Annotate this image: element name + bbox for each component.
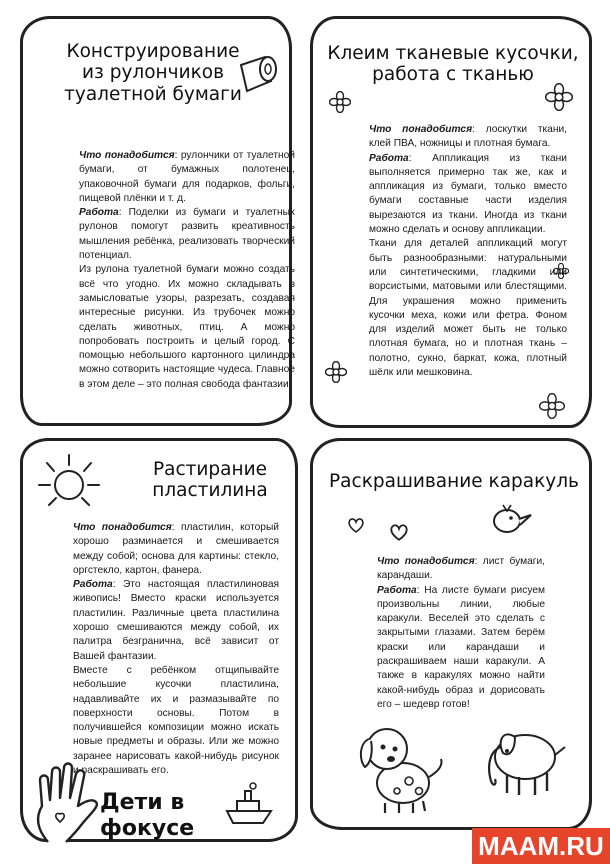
- watermark-badge: MAAM.RU: [472, 828, 610, 864]
- need-label: Что понадобится: [79, 150, 175, 161]
- paragraph: Вместе с ребёнком отщипывайте небольшие кусочки пластилина, надавливайте их и размазывайте по поверхности основы. Потом в получившейся композиции можно искать новые предметы и образы. Или же можно заранее нарисовать какой-нибудь рисунок и раскрашивать его.: [73, 664, 279, 777]
- card-fabric: [310, 16, 592, 428]
- boat-icon: [223, 781, 275, 825]
- heart-icon: [347, 517, 365, 533]
- bird-icon: [489, 501, 533, 537]
- need-label: Что понадобится: [369, 124, 473, 135]
- work-text: : Поделки из бумаги и туалетных рулонов помогут развить креативность мышления ребёнка, реализовать творческий потенциал.: [79, 207, 295, 262]
- heart-icon: [389, 523, 409, 541]
- paragraph: Ткани для деталей аппликаций могут быть разнообразными: натуральными или синтетическими, гладкими или ворсистыми, матовыми или блестящими. Для украшения можно применить кусочки меха, кожи или фетра. Фоном для изделий может быть не только плотная бумага, но и плотная ткань – полотно, сукно, баркат, кожа, плотный шёлк или мешковина.: [369, 238, 567, 379]
- hand-icon: [30, 762, 104, 844]
- card-title: Раскрашивание каракуль: [329, 471, 579, 492]
- need-label: Что понадобится: [73, 522, 172, 533]
- card-title: Клеим тканевые кусочки, работа с тканью: [327, 43, 579, 86]
- need-text: : лоскутки ткани, клей ПВА, ножницы и плотная бумага.: [369, 124, 567, 150]
- logo-line: Дети в: [100, 790, 185, 815]
- flower-icon: [325, 361, 347, 383]
- paragraph: Из рулона туалетной бумаги можно создать всё что угодно. Их можно складывать в замысловатые узоры, разрезать, создавая интересные рисунки. Из трубочек можно сделать животных, птиц. А можно попробовать построить и целый город. С помощью небольшого картонного цилиндра можно сотворить настоящие чудеса. Главное в этом деле – это полная свобода фантазии.: [79, 264, 295, 390]
- flower-icon: [545, 83, 573, 111]
- need-text: : рулончики от туалетной бумаги, от бумажных полотенец, упаковочной бумаги для подарков, фольги, пищевой плёнки и т. д.: [79, 150, 295, 204]
- need-text: : пластилин, который хорошо разминается и смешивается между собой; основа для картины: стекло, оргстекло, картон, фанера.: [73, 522, 279, 576]
- need-label: Что понадобится: [377, 556, 475, 567]
- logo-line: фокусе: [100, 816, 195, 841]
- work-text: : Аппликация из ткани выполняется примерно так же, как и аппликация из бумаги, только вместо бумаги составные части изделия вырезаются из ткани. Иногда из ткани можно сделать и основу аппликации.: [369, 152, 567, 236]
- elephant-icon: [481, 711, 571, 801]
- sun-icon: [37, 451, 107, 511]
- card-body: [59, 521, 279, 778]
- work-text: : Это настоящая пластилиновая живопись! Вместо краски используется пластилин. Различные цвета пластилина хорошо смешиваются между собой, их палитра безгранична, всё зависит от Вашей фантазии.: [73, 579, 279, 662]
- work-label: Работа: [377, 584, 417, 596]
- work-text: : На листе бумаги рисуем произвольны линии, любые каракули. Веселей это сделать с закрытыми глазами. Затем берём краски или карандаши и раскрашиваем наши каракули. А также в каракулях можно найти какой-нибудь образ и дорисовать его – шедевр готов!: [377, 584, 545, 710]
- card-body: [65, 149, 295, 392]
- card-body: [363, 555, 545, 712]
- flower-icon: [329, 91, 351, 113]
- work-label: Работа: [73, 579, 113, 591]
- toilet-roll-icon: [235, 51, 281, 97]
- need-text: : лист бумаги, карандаши.: [377, 556, 545, 582]
- card-toilet-rolls: [20, 16, 295, 426]
- flower-icon: [539, 393, 565, 419]
- card-body: [355, 123, 567, 380]
- logo-text: [100, 790, 210, 842]
- dog-icon: [353, 719, 449, 817]
- work-label: Работа: [369, 152, 409, 164]
- work-label: Работа: [79, 207, 119, 219]
- card-doodles: [310, 438, 592, 830]
- card-title: Растирание пластилина: [152, 459, 268, 502]
- card-title: Конструирование из рулончиков туалетной бумаги: [64, 41, 242, 105]
